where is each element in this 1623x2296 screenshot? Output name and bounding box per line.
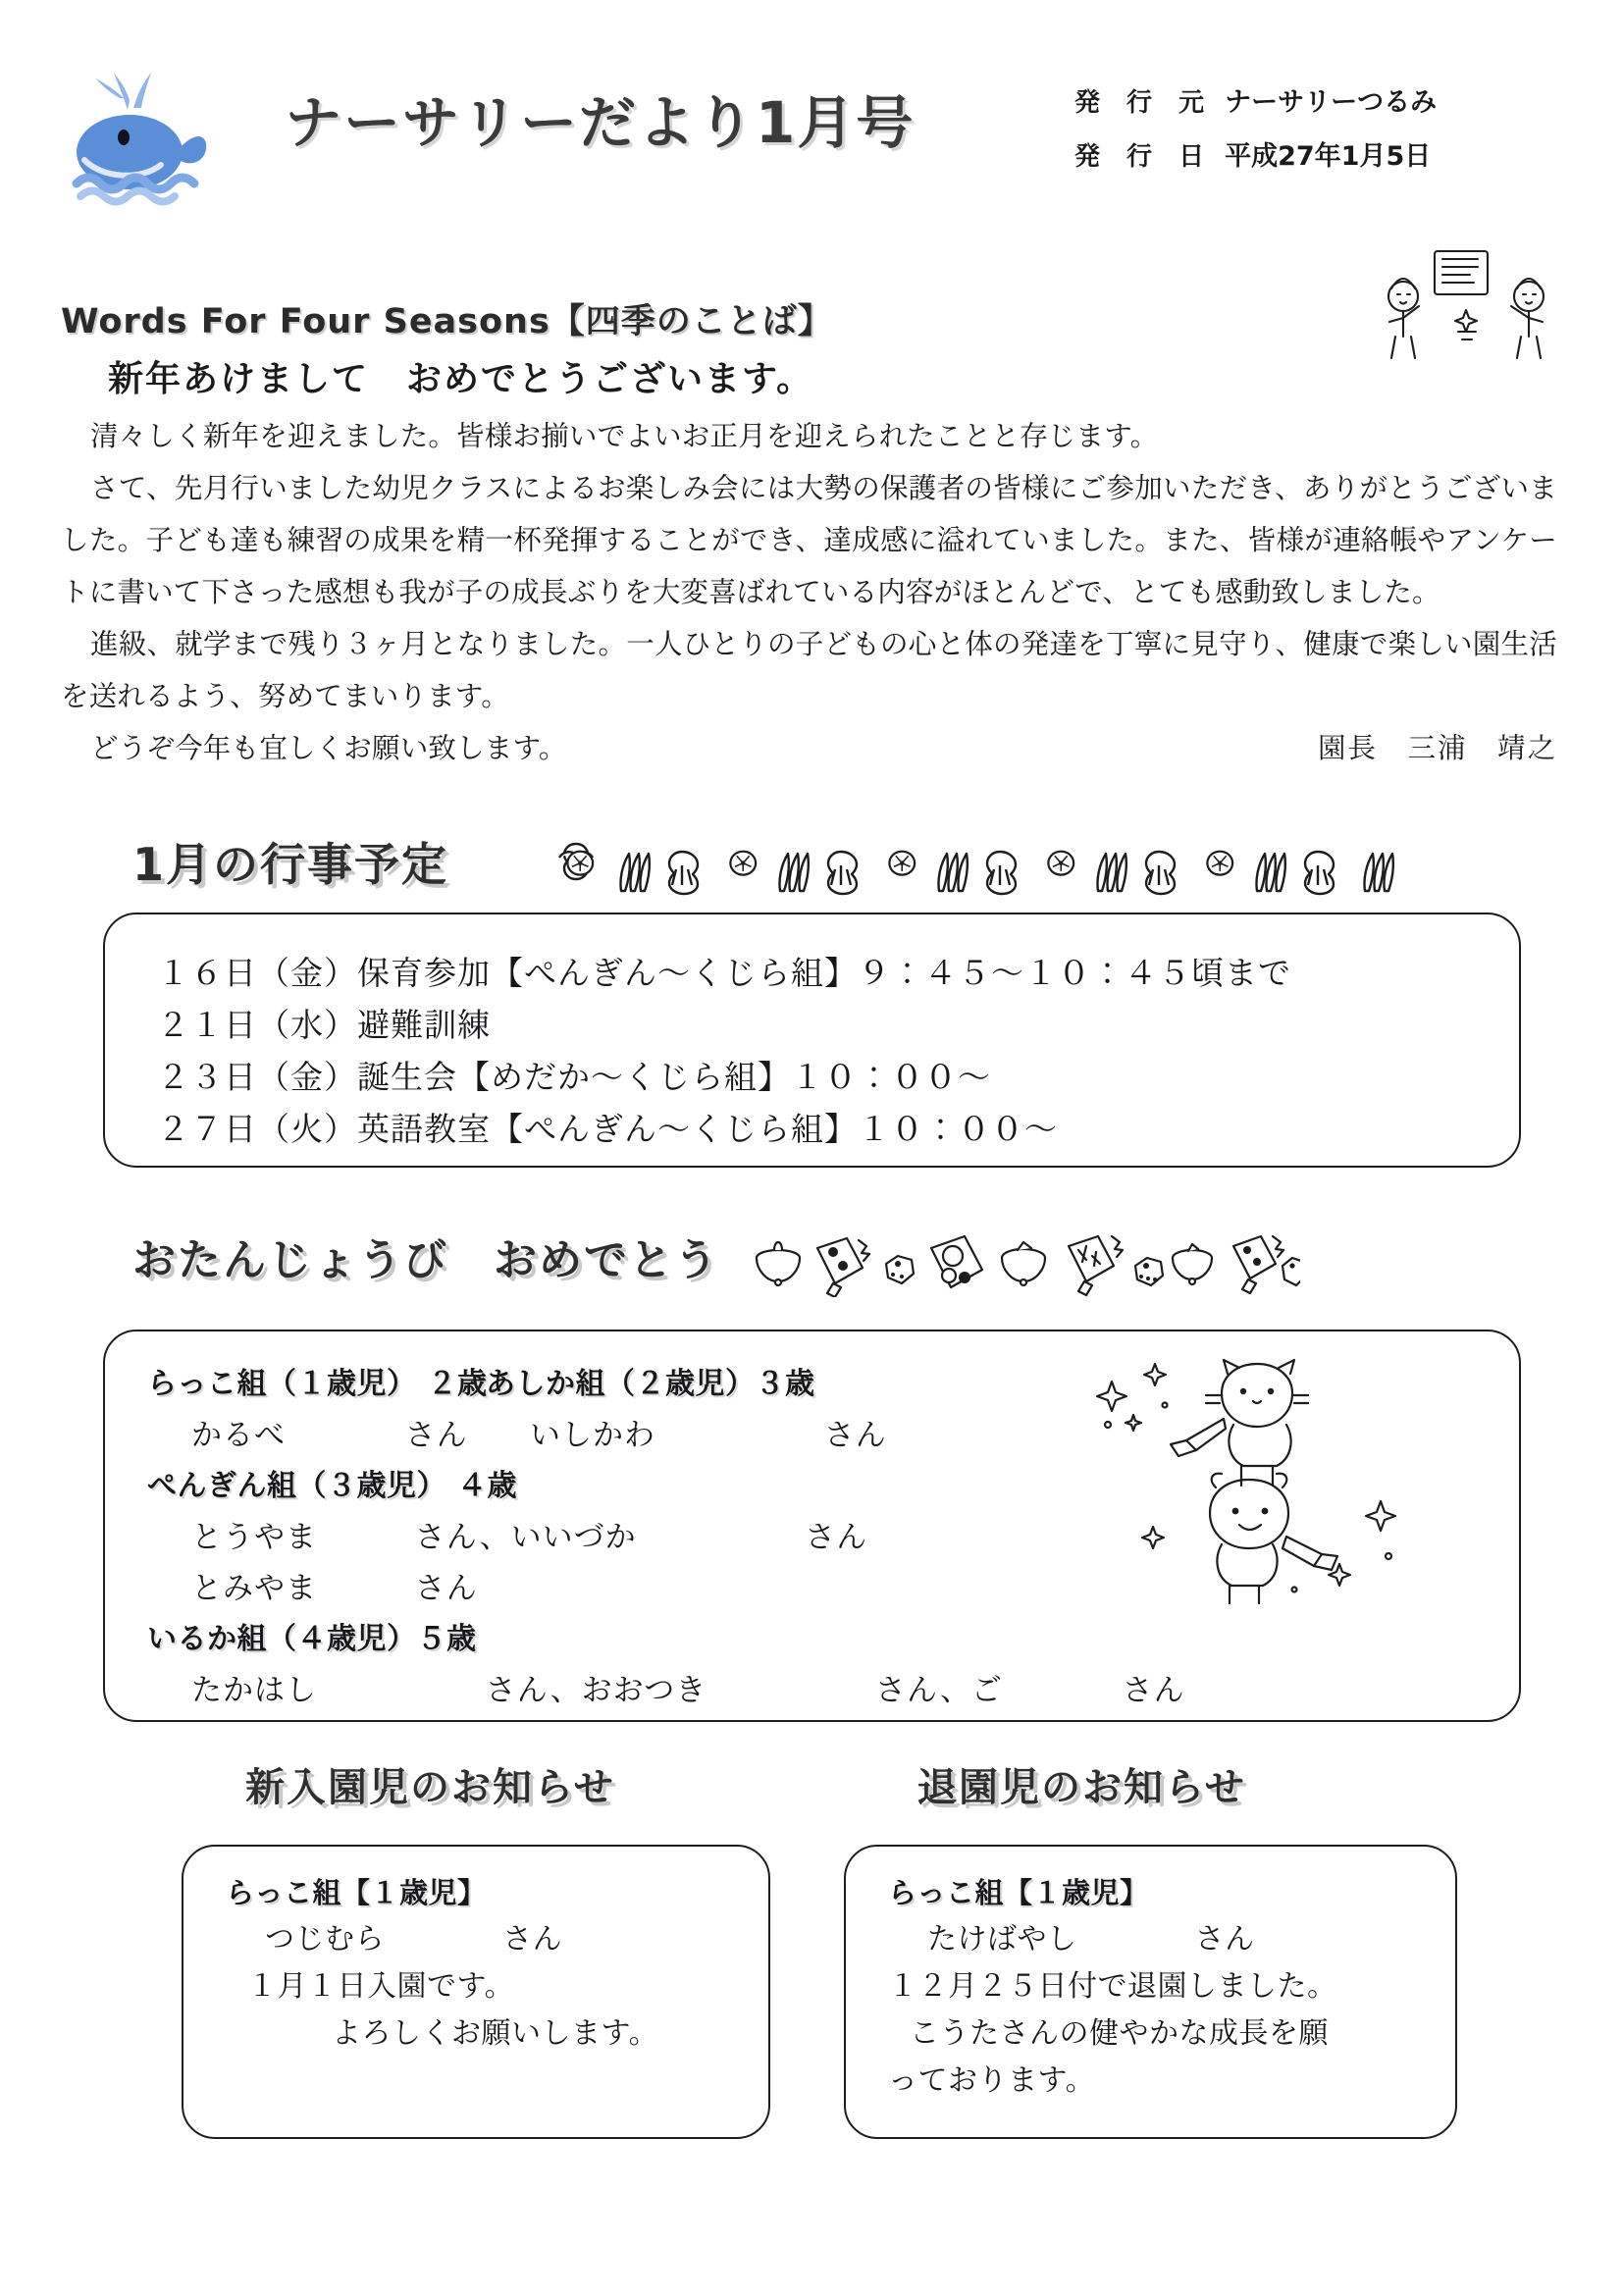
honorific: さん — [404, 1418, 468, 1453]
birthday-child-name — [147, 1665, 1185, 1716]
whale-icon — [59, 59, 245, 206]
leaving-class-label: らっこ組【１歳児】 — [888, 1876, 1149, 1909]
publisher-value: ナーサリーつるみ — [1225, 87, 1438, 118]
honorific: さん — [502, 1922, 563, 1957]
birthday-heading: おたんじょうび おめでとう — [132, 1235, 719, 1285]
principal-letter — [61, 410, 1557, 774]
birthday-class-label: ぺんぎん組（３歳児） ４歳 — [147, 1469, 517, 1503]
letter-paragraph-2: さて、先月行いました幼児クラスによるお楽しみ会には大勢の保護者の皆様にご参加いただき、ありがとうございました。子ども達も練習の成果を精一杯発揮することができ、達成感に溢れていました。また、皆様が連絡帳やアンケートに書いて下さった感想も我が子の成長ぶりを大変喜ばれている内容がほとんどで、とても感動致しました。 — [61, 472, 1557, 608]
publication-date-value: 平成27年1月5日 — [1225, 141, 1432, 172]
leaving-date-line: １２月２５日付で退園しました。 — [888, 1969, 1337, 2004]
new-entry-content — [226, 1869, 756, 2058]
leaving-child — [888, 1916, 1447, 1963]
publisher-label: 発 行 元 — [1074, 88, 1214, 118]
birthday-names-row-1 — [147, 1410, 1138, 1461]
birthday-child-name — [147, 1512, 1138, 1563]
events-heading: 1月の行事予定 — [132, 838, 449, 891]
publication-date-row — [1074, 134, 1585, 173]
letter-paragraph-1: 清々しく新年を迎えました。皆様お揃いでよいお正月を迎えられたことと存じます。 — [90, 420, 1159, 452]
principal-signature: 園長 三浦 靖之 — [1317, 732, 1557, 764]
leaving-message-line-1: こうたさんの健やかな成長を願 — [910, 2016, 1329, 2051]
honorific: さん — [823, 1418, 887, 1453]
event-item: ２１日（水）避難訓練 — [157, 1006, 491, 1044]
honorific: さん — [1122, 1673, 1185, 1708]
new-entry-child — [226, 1916, 756, 1963]
new-entry-heading: 新入園児のお知らせ — [245, 1765, 615, 1810]
publication-info — [1074, 80, 1585, 188]
birthday-child-name — [486, 1410, 976, 1461]
letter-paragraph-3: 進級、就学まで残り３ヶ月となりました。一人ひとりの子どもの心と体の発達を丁寧に見守り、健康で楽しい園生活を送れるよう、努めてまいります。 — [61, 628, 1557, 712]
birthday-class-label: らっこ組（１歳児） ２歳 — [147, 1367, 488, 1401]
child-name-text: とみやま — [191, 1571, 317, 1606]
new-year-greeting: 新年あけまして おめでとうございます。 — [108, 358, 814, 399]
publication-date-label: 発 行 日 — [1074, 142, 1214, 172]
leaving-content — [888, 1869, 1447, 2105]
plum-blossom-pine-border-icon — [554, 834, 1428, 909]
leaving-message-line-2: っております。 — [888, 2063, 1096, 2098]
child-name-text: さん、いいづか — [414, 1520, 637, 1555]
event-item: １６日（金）保育参加【ぺんぎん～くじら組】９：４５～１０：４５頃まで — [157, 954, 1291, 992]
page-title: ナーサリーだより1月号 — [285, 89, 916, 156]
new-entry-date-line: １月１日入園です。 — [247, 1969, 515, 2004]
child-name-text: たかはし — [191, 1673, 317, 1708]
party-animals-illustration — [1094, 1354, 1418, 1623]
birthday-content — [147, 1359, 1185, 1716]
child-name-text: つじむら — [265, 1922, 385, 1957]
birthday-child-name — [147, 1563, 1138, 1614]
event-item: ２７日（火）英語教室【ぺんぎん～くじら組】１０：００～ — [157, 1110, 1058, 1148]
children-with-banner-illustration — [1374, 245, 1560, 387]
new-entry-class-label: らっこ組【１歳児】 — [226, 1876, 487, 1909]
child-name-text: とうやま — [191, 1520, 317, 1555]
honorific: さん — [805, 1520, 868, 1555]
honorific: さん — [1194, 1922, 1255, 1957]
child-name-text: さん、おおつき — [485, 1673, 707, 1708]
child-name-text: いしかわ — [530, 1418, 655, 1453]
child-name-text: かるべ — [191, 1418, 286, 1453]
new-year-toys-border-icon — [751, 1226, 1300, 1301]
masthead — [0, 59, 1623, 206]
child-name-text: さん、ご — [875, 1673, 1003, 1708]
season-words-heading: Words For Four Seasons【四季のことば】 — [61, 302, 833, 341]
birthday-class-label: あしか組（２歳児）３歳 — [486, 1367, 815, 1401]
honorific: さん — [414, 1571, 478, 1606]
birthday-class-row-1 — [147, 1359, 1138, 1410]
leaving-heading: 退園児のお知らせ — [917, 1765, 1246, 1810]
letter-paragraph-4: どうぞ今年も宜しくお願い致します。 — [90, 732, 567, 764]
new-entry-message: よろしくお願いします。 — [332, 2016, 659, 2051]
child-name-text: たけばやし — [927, 1922, 1077, 1957]
birthday-class-label: いるか組（４歳児）５歳 — [147, 1622, 477, 1656]
publisher-row — [1074, 80, 1585, 119]
events-list — [157, 947, 1482, 1155]
event-item: ２３日（金）誕生会【めだか～くじら組】１０：００～ — [157, 1058, 991, 1096]
birthday-child-name — [147, 1410, 486, 1461]
